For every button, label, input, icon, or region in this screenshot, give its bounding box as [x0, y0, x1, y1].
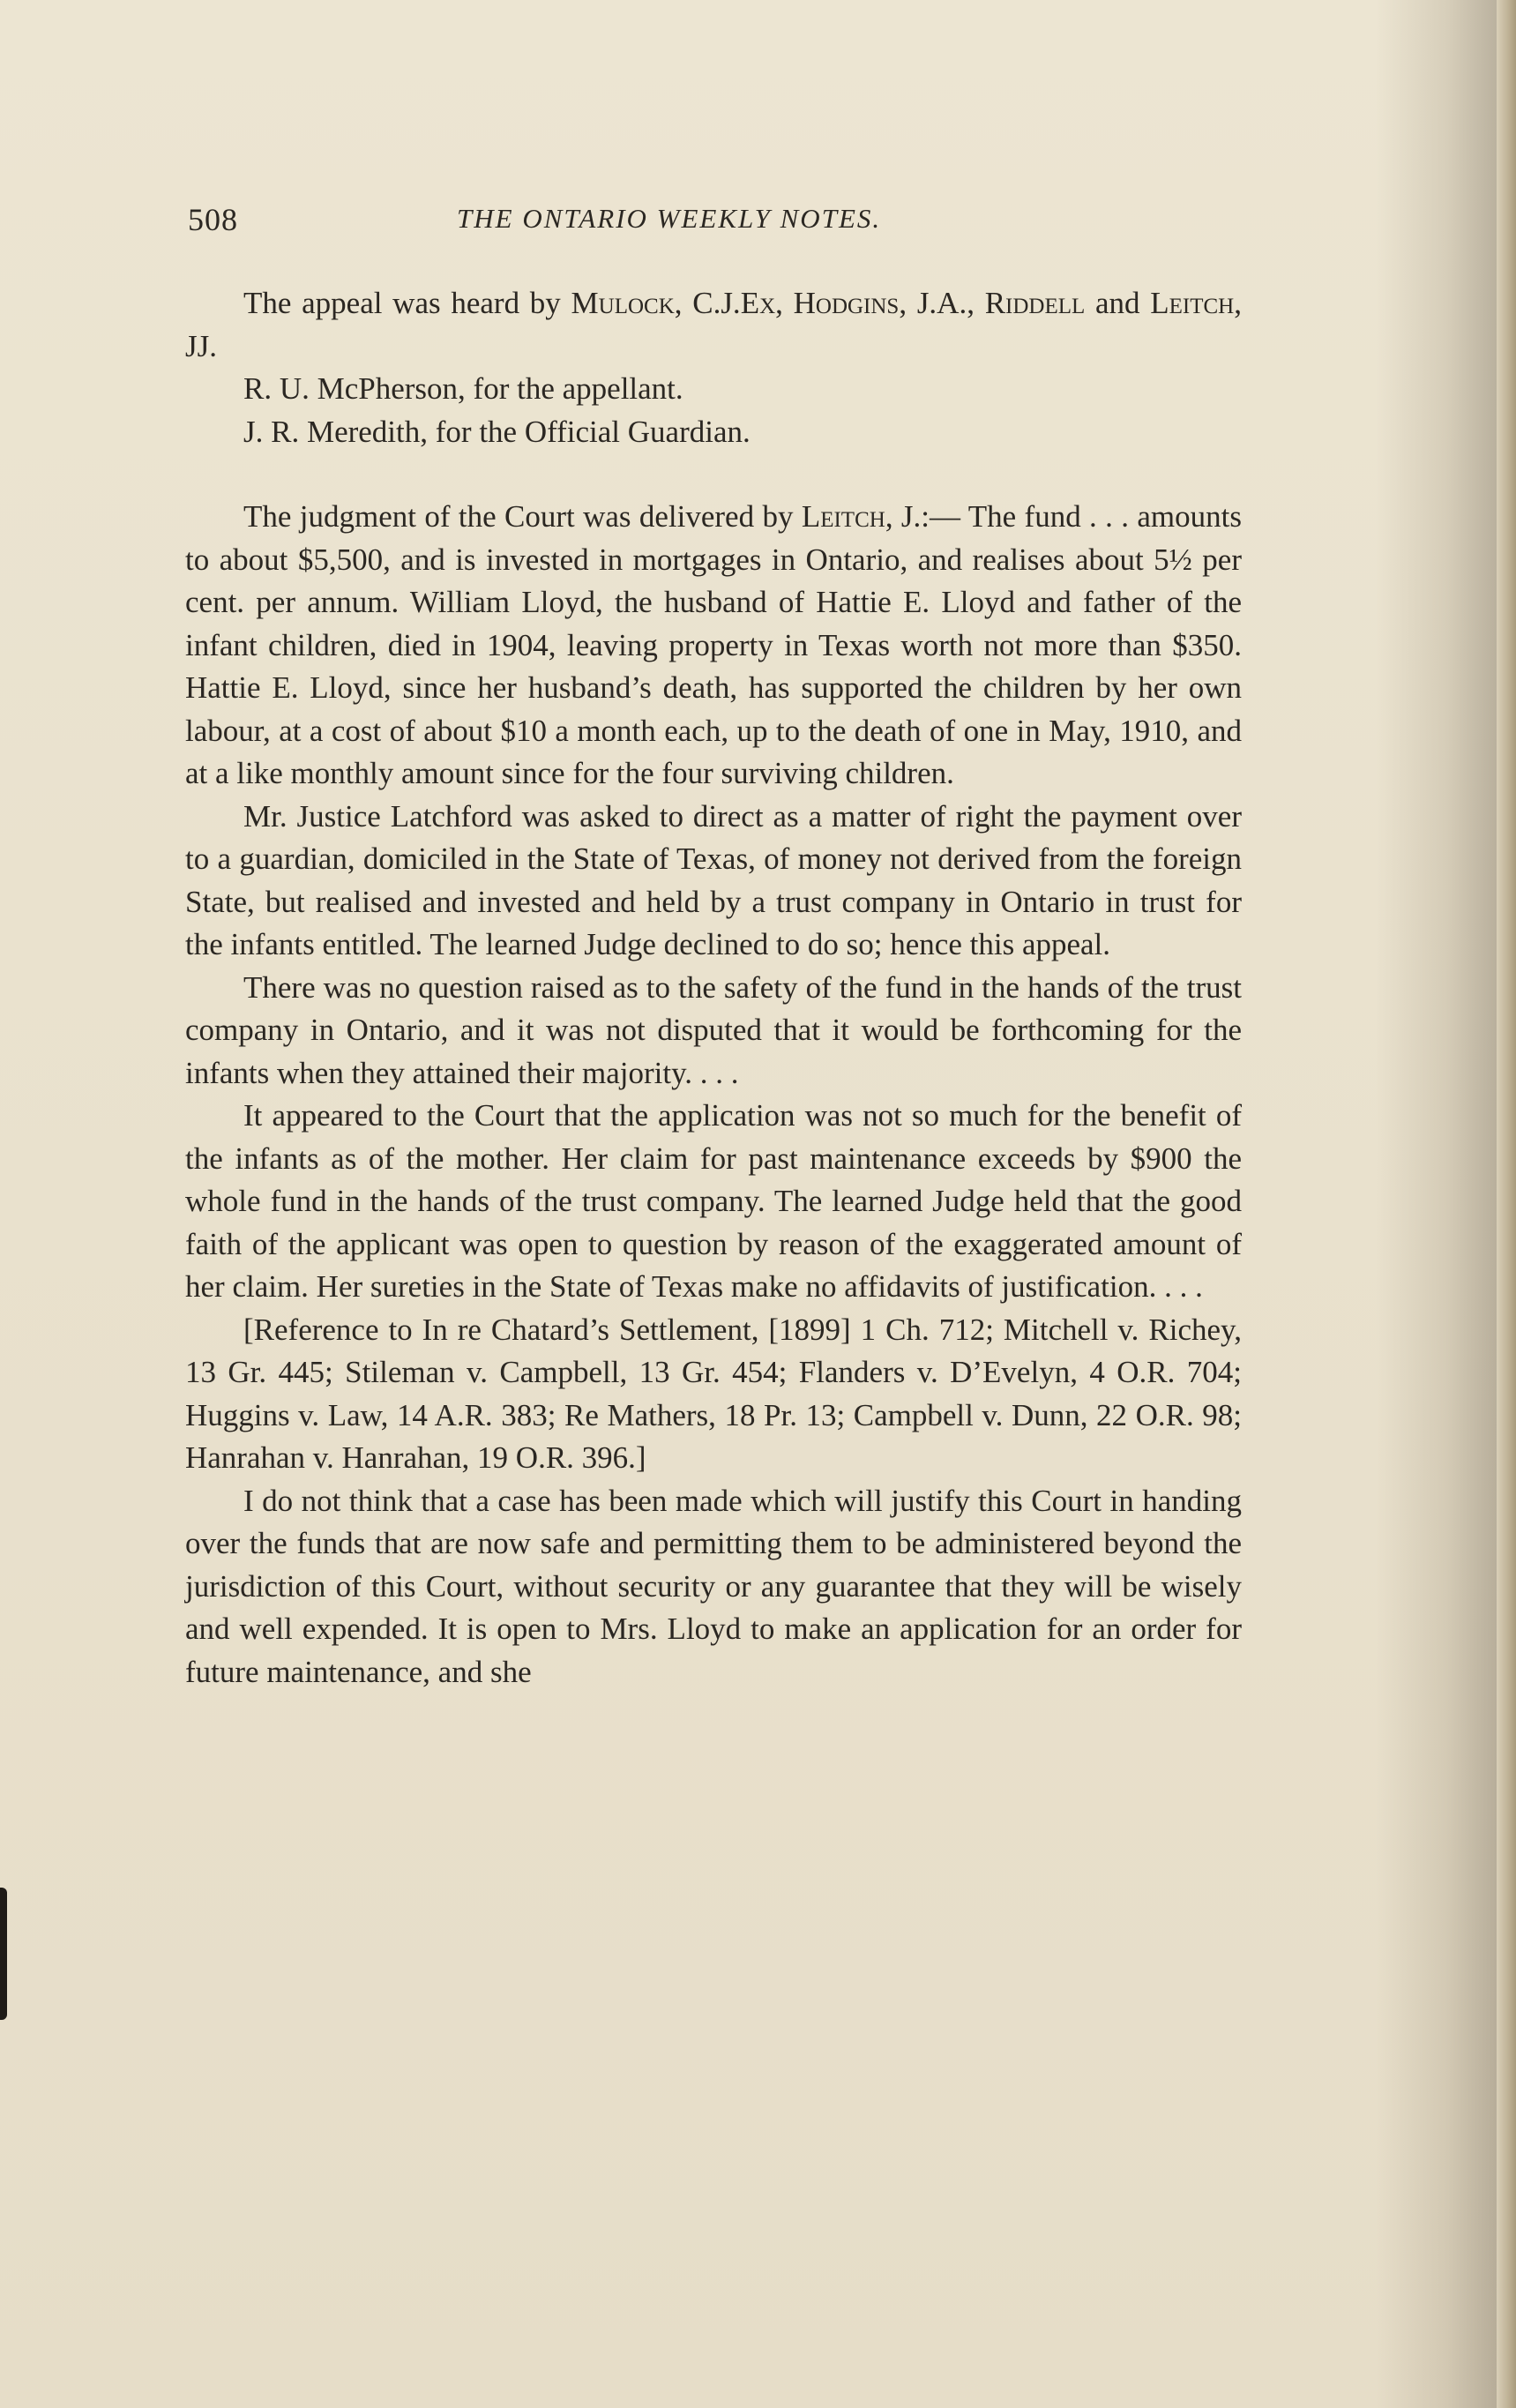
- page-header: [188, 201, 1242, 254]
- text-run: , J.A.,: [899, 286, 985, 320]
- paragraph: [185, 967, 1242, 1096]
- text-run: [Reference to In re Chatard’s Settlement, [1899] 1 Ch. 712; Mitchell v. Richey, 13 Gr. 445; Stileman v. Campbell, 13 Gr. 454; Flanders v. D’Evelyn, 4 O.R. 704; Huggins v. Law, 14 A.R. 383; Re Mathers, 18 Pr. 13; Campbell v. Dunn, 22 O.R. 98; Hanrahan v. Hanrahan, 19 O.R. 396.]: [185, 1312, 1242, 1475]
- text-run: , JJ.: [185, 286, 1242, 363]
- page-edge: [1497, 0, 1516, 2408]
- text-run: The judgment of the Court was delivered by: [243, 499, 802, 534]
- paragraph: [185, 282, 1242, 368]
- paragraph: [185, 1309, 1242, 1480]
- text-run: J. R. Meredith, for the Official Guardian.: [243, 414, 751, 449]
- text-run: and: [1085, 286, 1151, 320]
- text-run: There was no question raised as to the safety of the fund in the hands of the trust company in Ontario, and it was not disputed that it would be forthcoming for the infants when they attained their majority. . . .: [185, 969, 1242, 1090]
- text-run: The appeal was heard by: [243, 286, 571, 320]
- paragraph: [185, 796, 1242, 967]
- paragraph: [185, 1095, 1242, 1309]
- small-caps-name: Leitch: [1150, 286, 1235, 320]
- page-number: 508: [188, 202, 238, 237]
- text-run: ,: [775, 286, 794, 320]
- body-text: [185, 282, 1242, 1694]
- running-head: THE ONTARIO WEEKLY NOTES.: [457, 203, 882, 234]
- text-run: It appeared to the Court that the application was not so much for the benefit of the infants as of the mother. Her claim for past maintenance exceeds by $900 the whole fund in the hands of the trust company. The learned Judge held that the good faith of the applicant was open to question by reason of the exaggerated amount of her claim. Her sureties in the State of Texas make no affidavits of justification. . . .: [185, 1098, 1242, 1304]
- text-run: Mr. Justice Latchford was asked to direct as a matter of right the payment over to a guardian, domiciled in the State of Texas, of money not derived from the foreign State, but realised and invested and held by a trust company in Ontario in trust for the infants entitled. The learned Judge declined to do so; hence this appeal.: [185, 798, 1242, 961]
- text-run: R. U. McPherson, for the appellant.: [243, 371, 683, 406]
- text-run: , J.:— The fund . . . amounts to about $5,500, and is invested in mortgages in Ontario, and realises about 5½ per cent. per annum. William Lloyd, the husband of Hattie E. Lloyd and father of the infant children, died in 1904, leaving property in Texas worth not more than $350. Hattie E. Lloyd, since her husband’s death, has supported the children by her own labour, at a cost of about $10 a month each, up to the death of one in May, 1910, and at a like monthly amount since for the four surviving children.: [185, 499, 1242, 790]
- text-run: I do not think that a case has been made which will justify this Court in handing over the funds that are now safe and permitting them to be administered beyond the jurisdiction of this Court, without security or any guarantee that they will be wisely and well expended. It is open to Mrs. Lloyd to make an application for an order for future maintenance, and she: [185, 1483, 1242, 1689]
- small-caps-name: Leitch: [801, 499, 885, 534]
- small-caps-name: Hodgins: [793, 286, 900, 320]
- paragraph: [185, 496, 1242, 796]
- paragraph: [185, 411, 1242, 454]
- text-run: , C.J.: [674, 286, 741, 320]
- paragraph: [185, 1480, 1242, 1694]
- small-caps-name: Mulock: [571, 286, 675, 320]
- small-caps-name: Riddell: [984, 286, 1086, 320]
- binding-mark: [0, 1888, 7, 2020]
- small-caps-name: Ex: [740, 286, 776, 320]
- paragraph: [185, 368, 1242, 411]
